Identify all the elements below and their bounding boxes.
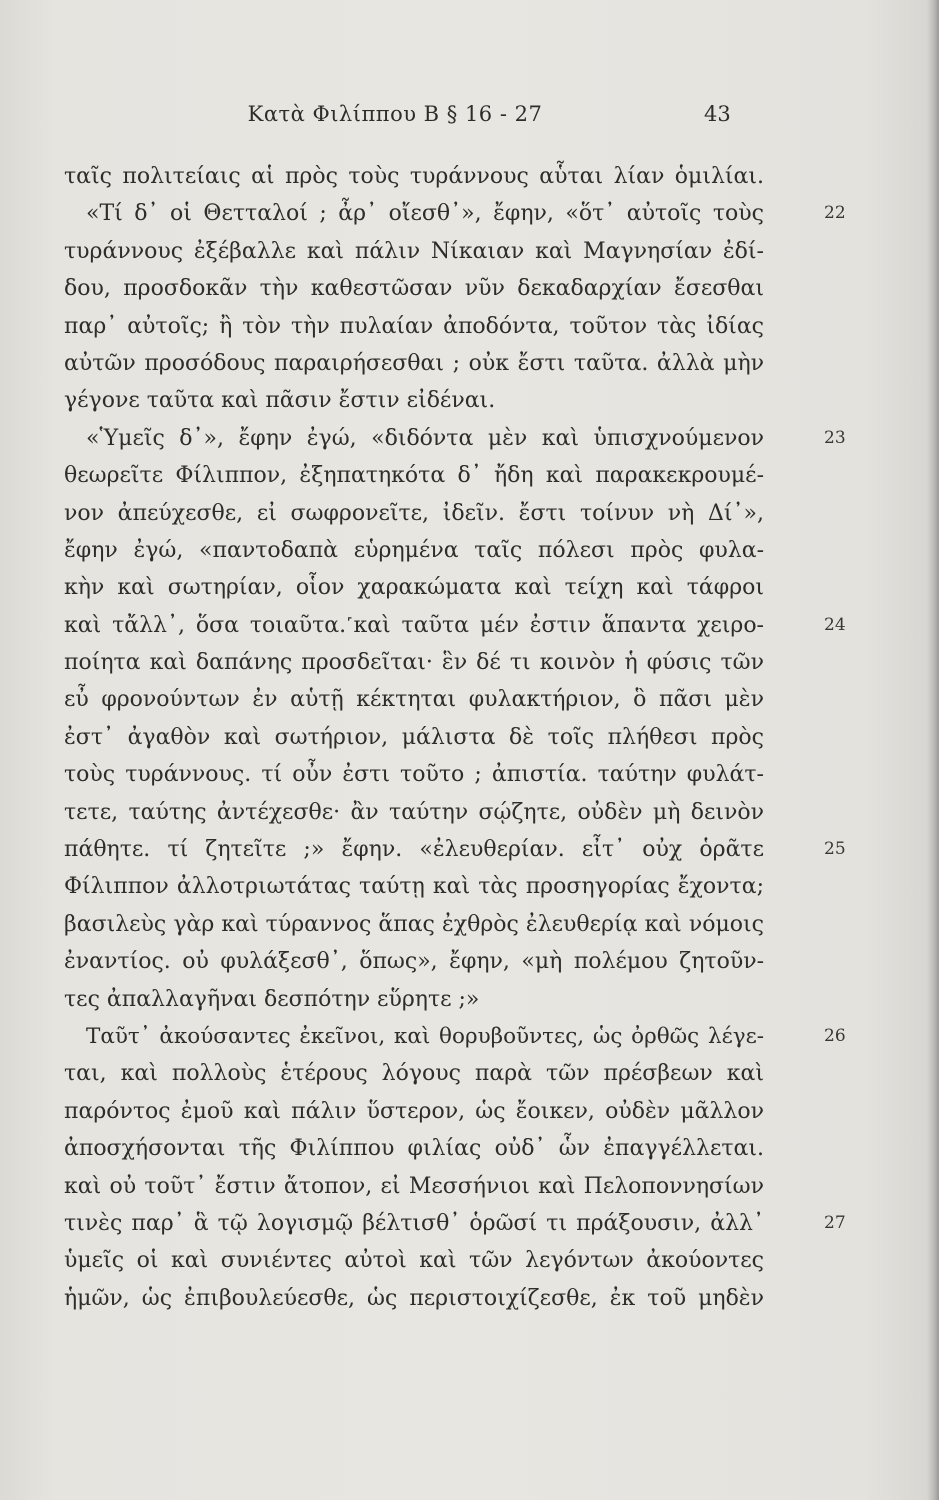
text-line: ὑμεῖς οἱ καὶ συνιέντες αὐτοὶ καὶ τῶν λεγόντων ἀκούοντες bbox=[64, 1248, 764, 1274]
text-line: ταῖς πολιτείαις αἱ πρὸς τοὺς τυράννους αὗται λίαν ὁμιλίαι. bbox=[64, 164, 764, 189]
text-line: κὴν καὶ σωτηρίαν, οἷον χαρακώματα καὶ τείχη καὶ τάφροι bbox=[64, 575, 764, 601]
text-line: ἐστ᾽ ἀγαθὸν καὶ σωτήριον, μάλιστα δὲ τοῖς πλήθεσι πρὸς bbox=[64, 724, 764, 750]
text-line: παρ᾽ αὐτοῖς; ἢ τὸν τὴν πυλαίαν ἀποδόντα, τοῦτον τὰς ἰδίας bbox=[64, 313, 764, 339]
text-line: Φίλιππον ἀλλοτριωτάτας ταύτῃ καὶ τὰς προσηγορίας ἔχοντα; bbox=[64, 874, 764, 900]
text-line: ται, καὶ πολλοὺς ἑτέρους λόγους παρὰ τῶν πρέσβεων καὶ bbox=[64, 1061, 764, 1087]
text-line: δου, προσδοκᾶν τὴν καθεστῶσαν νῦν δεκαδαρχίαν ἔσεσθαι bbox=[64, 276, 764, 302]
section-number: 22 bbox=[824, 203, 846, 224]
text-line: ἔφην ἐγώ, «παντοδαπὰ εὑρημένα ταῖς πόλεσι πρὸς φυλα- bbox=[64, 537, 764, 563]
page-edge-shadow bbox=[927, 0, 939, 1500]
section-number: 27 bbox=[824, 1212, 846, 1233]
page-number: 43 bbox=[704, 102, 731, 126]
text-line: ἡμῶν, ὡς ἐπιβουλεύεσθε, ὡς περιστοιχίζεσθε, ἐκ τοῦ μηδὲν bbox=[64, 1285, 764, 1311]
body-text bbox=[64, 158, 846, 1317]
section-number: 23 bbox=[824, 427, 846, 448]
text-line: ποίητα καὶ δαπάνης προσδεῖται· ἓν δέ τι κοινὸν ἡ φύσις τῶν bbox=[64, 650, 764, 676]
section-number: 24 bbox=[824, 614, 846, 635]
text-line: «Ὑμεῖς δ᾽», ἔφην ἐγώ, «διδόντα μὲν καὶ ὑπισχνούμενον 23 bbox=[64, 420, 764, 457]
text-line: τυράννους ἐξέβαλλε καὶ πάλιν Νίκαιαν καὶ Μαγνησίαν ἐδί- bbox=[64, 238, 764, 264]
text-line: εὖ φρονούντων ἐν αὑτῇ κέκτηται φυλακτήριον, ὃ πᾶσι μὲν bbox=[64, 687, 764, 713]
section-number: 26 bbox=[824, 1025, 846, 1046]
running-head bbox=[0, 102, 939, 132]
text-line: καὶ οὐ τοῦτ᾽ ἔστιν ἄτοπον, εἰ Μεσσήνιοι καὶ Πελοποννησίων bbox=[64, 1173, 764, 1199]
text-line: τες ἀπαλλαγῆναι δεσπότην εὕρητε ;» bbox=[64, 986, 480, 1012]
text-line: γέγονε ταῦτα καὶ πᾶσιν ἔστιν εἰδέναι. bbox=[64, 388, 496, 414]
running-title: Κατὰ Φιλίππου Β § 16 - 27 bbox=[247, 102, 543, 126]
text-line: «Τί δ᾽ οἱ Θετταλοί ; ἆρ᾽ οἴεσθ᾽», ἔφην, «ὅτ᾽ αὐτοῖς τοὺς 22 bbox=[64, 195, 764, 232]
text-line: καὶ τἄλλ᾽, ὅσα τοιαῦτα.˹καὶ ταῦτα μέν ἐστιν ἅπαντα χειρο- 24 bbox=[64, 607, 764, 644]
section-number: 25 bbox=[824, 839, 846, 860]
text-line: τινὲς παρ᾽ ἃ τῷ λογισμῷ βέλτισθ᾽ ὁρῶσί τι πράξουσιν, ἀλλ᾽ 27 bbox=[64, 1205, 764, 1242]
text-line: ἀποσχήσονται τῆς Φιλίππου φιλίας οὐδ᾽ ὧν ἐπαγγέλλεται. bbox=[64, 1136, 764, 1162]
text-line: τοὺς τυράννους. τί οὖν ἐστι τοῦτο ; ἀπιστία. ταύτην φυλάτ- bbox=[64, 762, 764, 788]
text-line: πάθητε. τί ζητεῖτε ;» ἔφην. «ἐλευθερίαν. εἶτ᾽ οὐχ ὁρᾶτε 25 bbox=[64, 831, 764, 868]
text-line: τετε, ταύτης ἀντέχεσθε· ἂν ταύτην σῴζητε, οὐδὲν μὴ δεινὸν bbox=[64, 799, 764, 825]
text-line: νον ἀπεύχεσθε, εἰ σωφρονεῖτε, ἰδεῖν. ἔστι τοίνυν νὴ Δί᾽», bbox=[64, 500, 764, 526]
text-line: βασιλεὺς γὰρ καὶ τύραννος ἅπας ἐχθρὸς ἐλευθερίᾳ καὶ νόμοις bbox=[64, 911, 764, 937]
text-line: ἐναντίος. οὐ φυλάξεσθ᾽, ὅπως», ἔφην, «μὴ πολέμου ζητοῦν- bbox=[64, 949, 764, 975]
text-line: αὐτῶν προσόδους παραιρήσεσθαι ; οὐκ ἔστι ταῦτα. ἀλλὰ μὴν bbox=[64, 350, 764, 376]
text-line: θεωρεῖτε Φίλιππον, ἐξηπατηκότα δ᾽ ἤδη καὶ παρακεκρουμέ- bbox=[64, 463, 764, 489]
text-line: Ταῦτ᾽ ἀκούσαντες ἐκεῖνοι, καὶ θορυβοῦντες, ὡς ὀρθῶς λέγε- 26 bbox=[64, 1018, 764, 1055]
text-line: παρόντος ἐμοῦ καὶ πάλιν ὕστερον, ὡς ἔοικεν, οὐδὲν μᾶλλον bbox=[64, 1098, 764, 1124]
